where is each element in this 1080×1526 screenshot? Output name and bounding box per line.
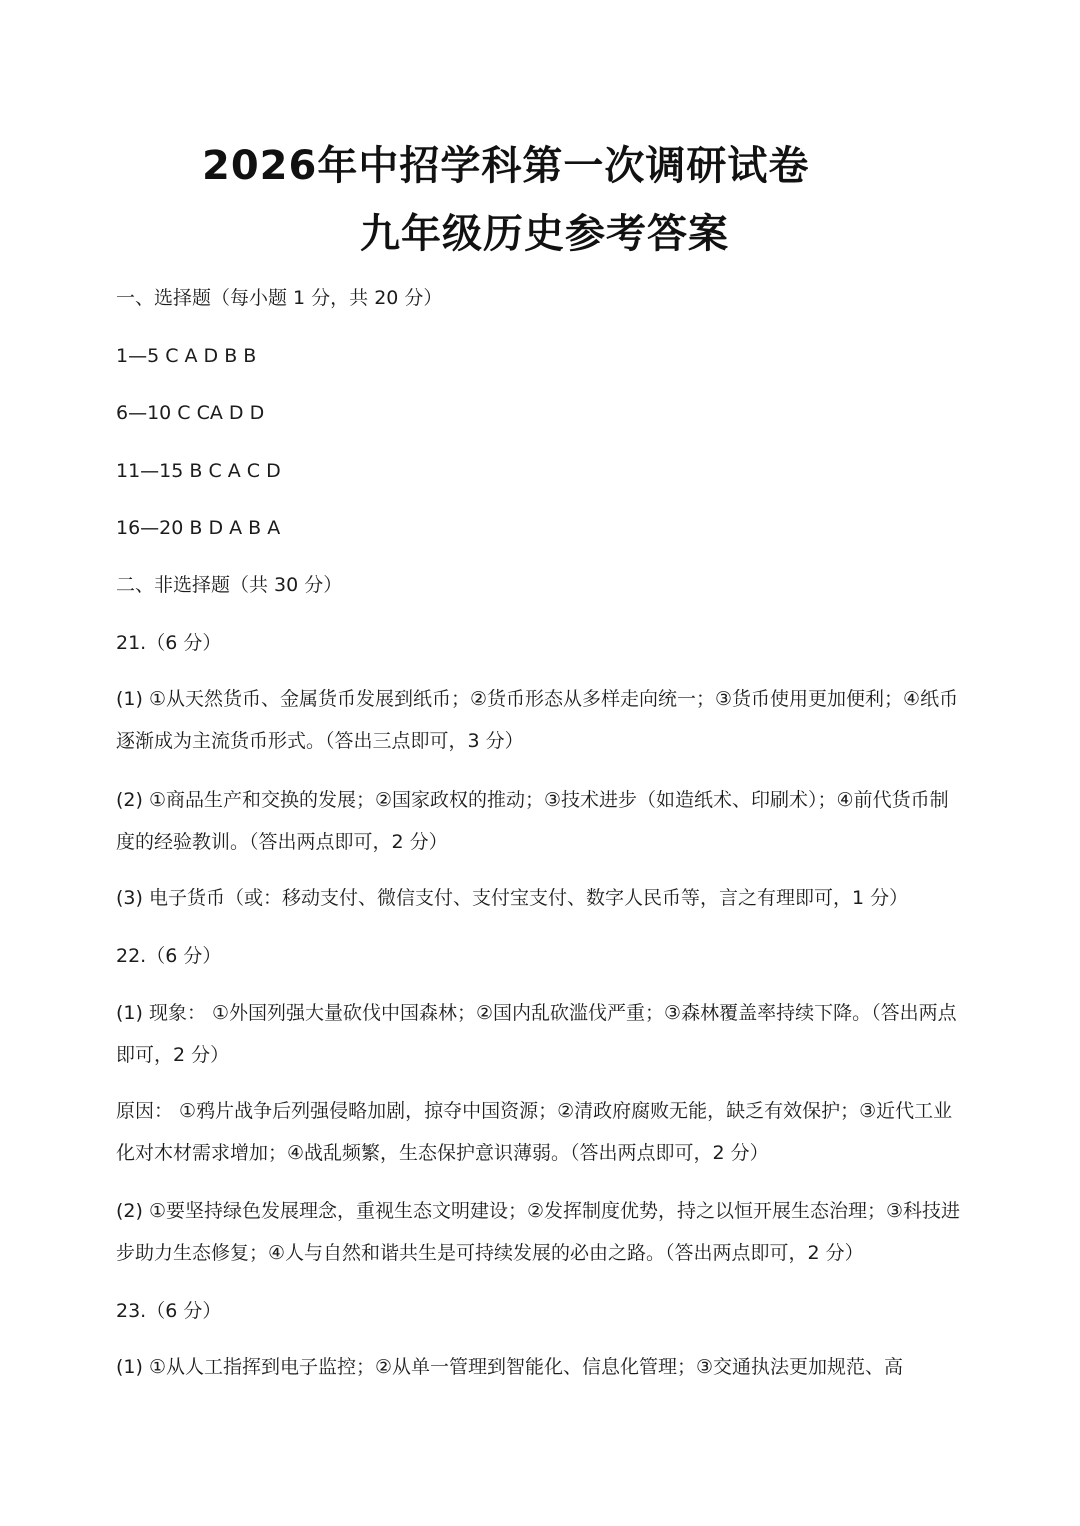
exam-title: 2026年中招学科第一次调研试卷 (202, 143, 810, 189)
q21-label: 21.（6 分） (116, 632, 222, 654)
q21-answer-2: (2) ①商品生产和交换的发展；②国家政权的推动；③技术进步（如造纸术、印刷术）；④前代货币制度的经验教训。（答出两点即可，2 分） (116, 789, 949, 853)
answer-key-title: 九年级历史参考答案 (360, 211, 729, 257)
q22-label: 22.（6 分） (116, 945, 222, 967)
q21-answer-1: (1) ①从天然货币、金属货币发展到纸币；②货币形态从多样走向统一；③货币使用更加便利；④纸币逐渐成为主流货币形式。（答出三点即可，3 分） (116, 688, 959, 752)
answer-row-6-10: 6—10 C CA D D (116, 402, 265, 424)
q23-answer-1: (1) ①从人工指挥到电子监控；②从单一管理到智能化、信息化管理；③交通执法更加规范、高 (116, 1356, 904, 1378)
section2-heading: 二、非选择题（共 30 分） (116, 574, 343, 596)
section1-heading: 一、选择题（每小题 1 分，共 20 分） (116, 287, 443, 309)
q21-answer-3: (3) 电子货币（或：移动支付、微信支付、支付宝支付、数字人民币等，言之有理即可，1 分） (116, 887, 909, 909)
q22-answer-2: 原因： ①鸦片战争后列强侵略加剧，掠夺中国资源；②清政府腐败无能，缺乏有效保护；③近代工业化对木材需求增加；④战乱频繁，生态保护意识薄弱。（答出两点即可，2 分） (116, 1100, 953, 1164)
q22-answer-3: (2) ①要坚持绿色发展理念，重视生态文明建设；②发挥制度优势，持之以恒开展生态治理；③科技进步助力生态修复；④人与自然和谐共生是可持续发展的必由之路。（答出两点即可，2 分） (116, 1200, 961, 1264)
answer-row-1-5: 1—5 C A D B B (116, 345, 257, 367)
answer-row-16-20: 16—20 B D A B A (116, 517, 281, 539)
answer-row-11-15: 11—15 B C A C D (116, 460, 281, 482)
q23-label: 23.（6 分） (116, 1300, 222, 1322)
q22-answer-1: (1) 现象： ①外国列强大量砍伐中国森林；②国内乱砍滥伐严重；③森林覆盖率持续下降。（答出两点即可，2 分） (116, 1002, 957, 1066)
